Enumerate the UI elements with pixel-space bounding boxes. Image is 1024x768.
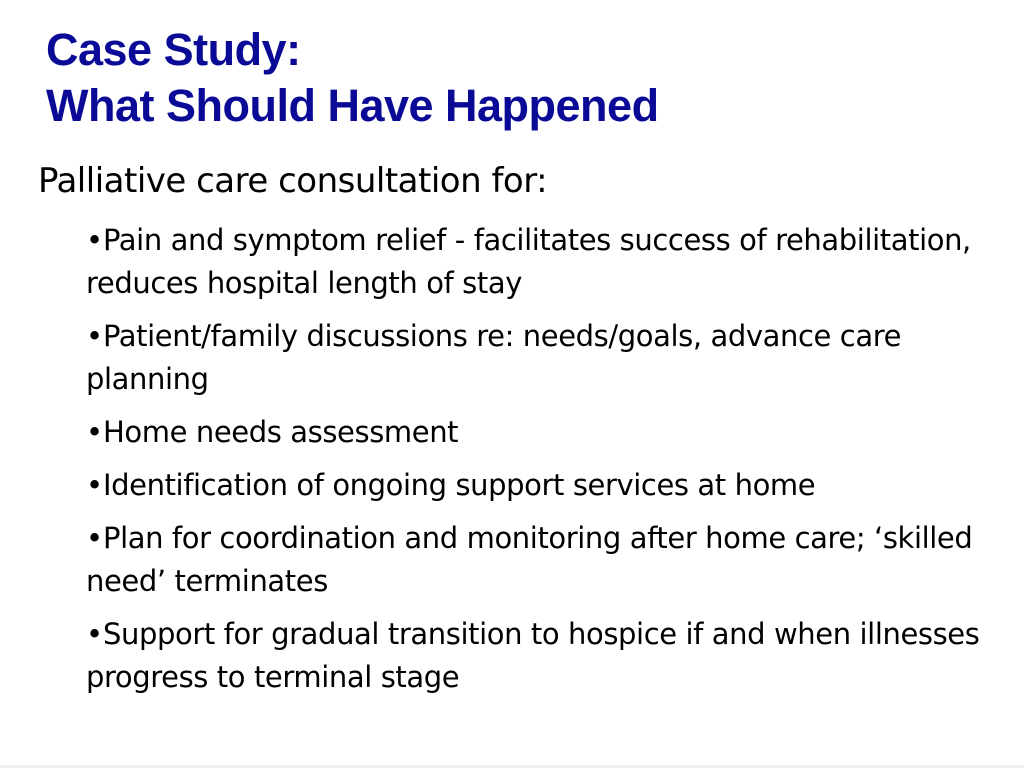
bullet-list — [86, 219, 1006, 709]
bullet-text: Plan for coordination and monitoring after home care; ‘skilled need’ terminates — [86, 521, 973, 598]
section-heading: Palliative care consultation for: — [38, 161, 548, 201]
bullet-icon: • — [86, 415, 103, 449]
slide-title — [46, 22, 659, 134]
bullet-item — [86, 517, 1006, 603]
slide-title-line-2: What Should Have Happened — [46, 80, 659, 131]
bullet-text: Home needs assessment — [103, 415, 459, 449]
bullet-icon: • — [86, 319, 103, 353]
bullet-text: Pain and symptom relief - facilitates success of rehabilitation, reduces hospital length of stay — [86, 223, 971, 300]
bullet-icon: • — [86, 223, 103, 257]
bullet-text: Identification of ongoing support services at home — [103, 468, 816, 502]
bullet-item — [86, 411, 1006, 454]
bullet-icon: • — [86, 468, 103, 502]
bullet-text: Support for gradual transition to hospice if and when illnesses progress to terminal stage — [86, 617, 980, 694]
bullet-item — [86, 315, 1006, 401]
bullet-item — [86, 613, 1006, 699]
slide-title-line-1: Case Study: — [46, 24, 301, 75]
bullet-item — [86, 219, 1006, 305]
bullet-text: Patient/family discussions re: needs/goals, advance care planning — [86, 319, 902, 396]
bullet-icon: • — [86, 521, 103, 555]
bullet-item — [86, 464, 1006, 507]
bullet-icon: • — [86, 617, 103, 651]
